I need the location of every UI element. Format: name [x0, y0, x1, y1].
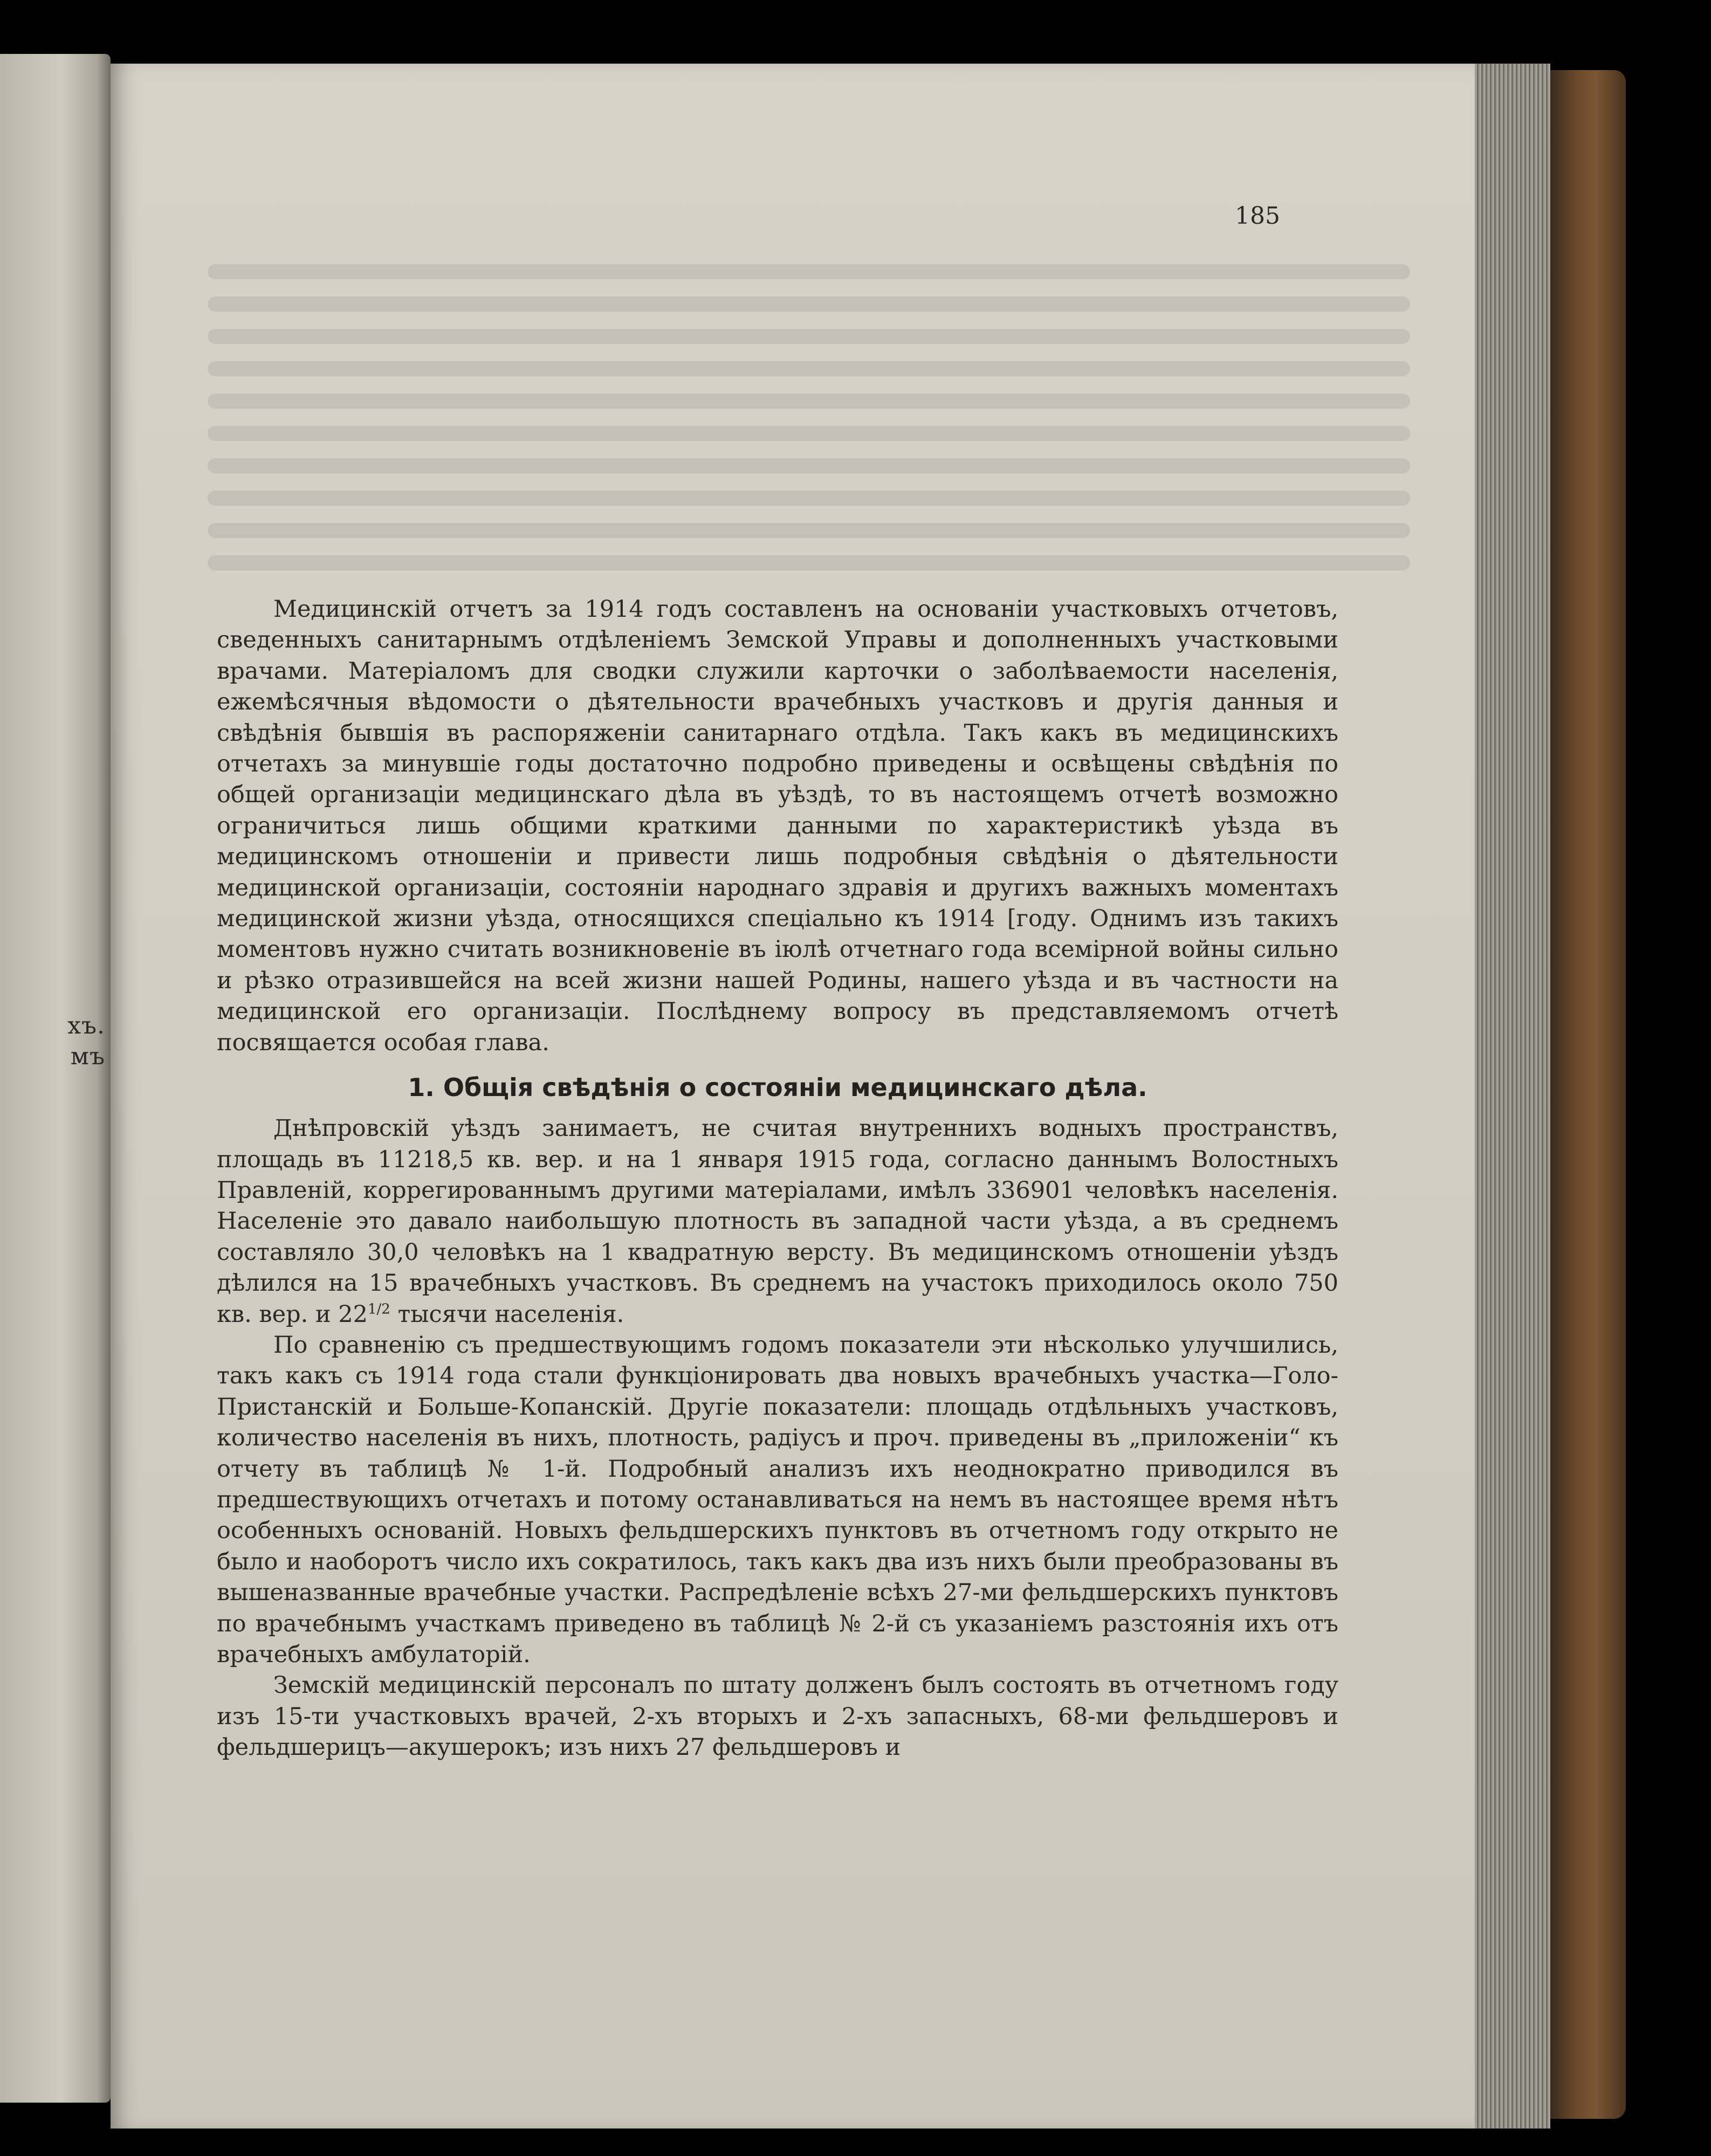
- show-through: [208, 361, 1410, 376]
- paragraph-comparison: По сравненію съ предшествующимъ годомъ показатели эти нѣсколько улучшились, такъ какъ съ 1914 года стали функціонировать два новыхъ врачебныхъ участка—Голо-Пристанскій и Больше-Копанскій. Другіе показатели: площадь отдѣльныхъ участковъ, количество населенія въ нихъ, плотность, радіусъ и проч. приведены въ „приложеніи“ къ отчету въ таблицѣ № 1-й. Подробный анализъ ихъ неоднократно приводился въ предшествующихъ отчетахъ и потому останавливаться на немъ въ настоящее время нѣтъ особенныхъ основаній. Новыхъ фельдшерскихъ пунктовъ въ отчетномъ году открыто не было и наоборотъ число ихъ сократилось, такъ какъ два изъ нихъ были преобразованы въ вышеназванные врачебные участки. Распредѣленіе всѣхъ 27-ми фельдшерскихъ пунктовъ по врачебнымъ участкамъ приведено въ таблицѣ № 2-й съ указаніемъ разстоянія ихъ отъ врачебныхъ амбулаторій.: [217, 1331, 1338, 1668]
- book-spine: [1550, 70, 1626, 2119]
- show-through: [208, 329, 1410, 344]
- show-through: [208, 555, 1410, 570]
- page-edges: [1475, 64, 1550, 2129]
- paragraph-area-tail: тысячи населенія.: [390, 1300, 624, 1328]
- show-through: [208, 523, 1410, 538]
- show-through: [208, 297, 1410, 312]
- page-number: 185: [1235, 202, 1280, 230]
- show-through: [208, 458, 1410, 473]
- left-page-fragment: хъ.: [67, 1012, 105, 1039]
- paragraph-area-text: Днѣпровскій уѣздъ занимаетъ, не считая внутреннихъ водныхъ пространствъ, площадь въ 11218,5 кв. вер. и на 1 января 1915 года, согласно даннымъ Волостныхъ Правленій, коррегированнымъ другими матеріалами, имѣлъ 336901 человѣкъ населенія. Населеніе это давало наибольшую плотность въ западной части уѣзда, а въ среднемъ составляло 30,0 человѣкъ на 1 квадратную версту. Въ медицинскомъ отношеніи уѣздъ дѣлился на 15 врачебныхъ участковъ. Въ среднемъ на участокъ приходилось около 750 кв. вер. и 22: [217, 1115, 1338, 1328]
- paragraph-intro: Медицинскій отчетъ за 1914 годъ составленъ на основаніи участковыхъ отчетовъ, сведенныхъ санитарнымъ отдѣленіемъ Земской Управы и дополненныхъ участковыми врачами. Матеріаломъ для сводки служили карточки о заболѣваемости населенія, ежемѣсячныя вѣдомости о дѣятельности врачебныхъ участковъ и другія данныя и свѣдѣнія бывшія въ распоряженіи санитарнаго отдѣла. Такъ какъ въ медицинскихъ отчетахъ за минувшіе годы достаточно подробно приведены и освѣщены свѣдѣнія по общей организаціи медицинскаго дѣла въ уѣздѣ, то въ настоящемъ отчетѣ возможно ограничиться лишь общими краткими данными по характеристикѣ уѣзда въ медицинскомъ отношеніи и привести лишь подробныя свѣдѣнія о дѣятельности медицинской организаціи, состояніи народнаго здравія и другихъ важныхъ моментахъ медицинской жизни уѣзда, относящихся спеціально къ 1914 [году. Однимъ изъ такихъ моментовъ нужно считать возникновеніе въ іюлѣ отчетнаго года всемірной войны сильно и рѣзко отразившейся на всей жизни нашей Родины, нашего уѣзда и въ частности на медицинской его организаціи. Послѣднему вопросу въ представляемомъ отчетѣ посвящается особая глава.: [217, 596, 1338, 1056]
- show-through: [208, 394, 1410, 409]
- left-page-fragment: мъ: [70, 1043, 105, 1070]
- page-text: [217, 594, 1338, 1764]
- paragraph-personnel: Земскій медицинскій персоналъ по штату долженъ былъ состоять въ отчетномъ году изъ 15-ти участковыхъ врачей, 2-хъ вторыхъ и 2-хъ запасныхъ, 68-ми фельдшеровъ и фельдшерицъ—акушерокъ; изъ нихъ 27 фельдшеровъ и: [217, 1672, 1338, 1761]
- paragraph-area: [217, 1113, 1338, 1330]
- show-through: [208, 491, 1410, 506]
- left-page: [0, 54, 111, 2103]
- section-heading: 1. Общія свѣдѣнія о состояніи медицинскаго дѣла.: [408, 1073, 1147, 1103]
- show-through: [208, 264, 1410, 279]
- fraction: 1/2: [367, 1301, 390, 1318]
- show-through: [208, 426, 1410, 441]
